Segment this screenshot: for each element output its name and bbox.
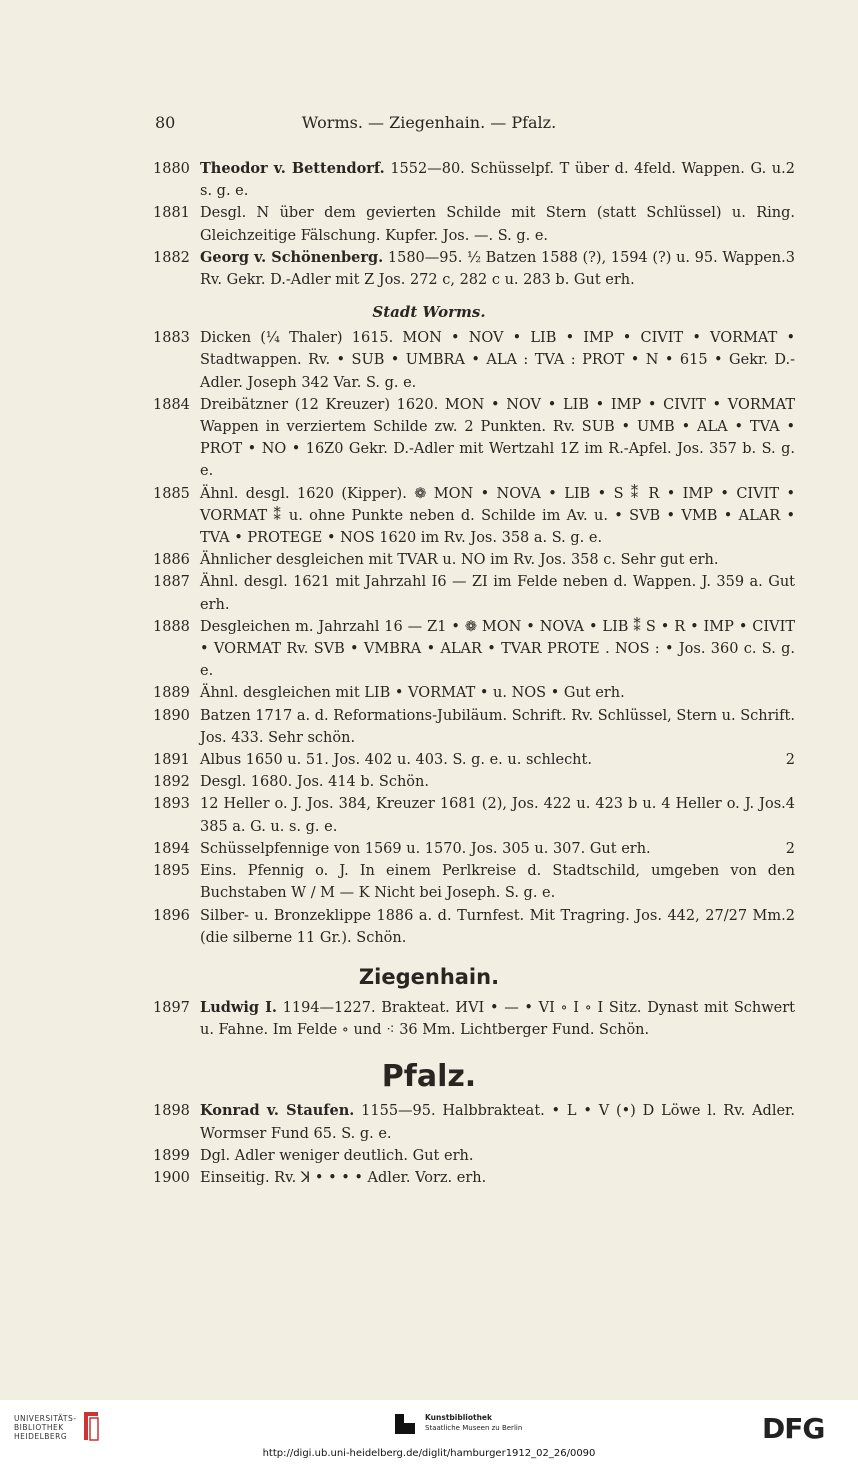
- entry-number: 1880: [153, 161, 190, 177]
- page-number: 80: [155, 113, 176, 132]
- entry-description: [200, 616, 795, 683]
- entry-text: 1194—1227. Brakteat. ИVI • — • VI ∘ I ∘ I Sitz. Dynast mit Schwert u. Fahne. Im Felde ∘ und ⁖ 36 Mm. Lichtberger Fund. Schön.: [200, 999, 796, 1039]
- entry-text: 1552—80. Schüsselpf. T über d. 4feld. Wappen. G. u. s. g. e.: [200, 161, 786, 200]
- catalog-entry: [0, 1145, 858, 1167]
- entry-text: Eins. Pfennig o. J. In einem Perlkreise d. Stadtschild, umgeben von den Buchstaben W / M — K Nicht bei Joseph. S. g. e.: [200, 863, 795, 902]
- entry-number: 1886: [153, 552, 190, 569]
- entry-text: Dicken (¼ Thaler) 1615. MON • NOV • LIB • IMP • CIVIT • VORMAT • Stadtwappen. Rv. • SUB • UMBRA • ALA : TVA : PROT • N • 615 • Gekr. D.-Adler. Joseph 342 Var. S. g. e.: [200, 330, 795, 391]
- entry-description: [200, 771, 795, 793]
- entry-number: 1882: [153, 249, 190, 266]
- catalog-entry: [0, 997, 858, 1041]
- entry-text: Ähnl. desgl. 1620 (Kipper). ❁ MON • NOVA • LIB • S ⁑ R • IMP • CIVIT • VORMAT ⁑ u. ohne Punkte neben d. Schilde im Av. u. • SVB • VMB • ALAR • TVA • PROTEGE • NOS 1620 im Rv. Jos. 358 a. S. g. e.: [200, 485, 795, 547]
- catalog-entry: [0, 1100, 858, 1144]
- catalog-entry: [0, 860, 858, 904]
- entry-ruler-name: Theodor v. Bettendorf.: [200, 160, 385, 177]
- entries-pfalz: [0, 1100, 858, 1189]
- entry-number: 1896: [153, 907, 190, 924]
- catalog-entry: [0, 793, 858, 837]
- entry-description: [200, 705, 795, 749]
- entry-price: 3: [785, 249, 795, 266]
- catalog-entry: [0, 394, 858, 483]
- entry-description: [200, 571, 795, 615]
- entry-description: [200, 838, 795, 860]
- entry-number: 1889: [153, 685, 190, 702]
- catalog-entry: [0, 705, 858, 749]
- catalog-entry: [0, 749, 858, 771]
- entry-number: 1884: [153, 396, 190, 413]
- entry-description: [200, 394, 795, 483]
- university-library-name: UNIVERSITÄTS- BIBLIOTHEK HEIDELBERG: [14, 1414, 77, 1441]
- entry-text: Silber- u. Bronzeklippe 1886 a. d. Turnfest. Mit Tragring. Jos. 442, 27/27 Mm. (die silberne 11 Gr.). Schön.: [200, 907, 786, 946]
- entry-number: 1881: [153, 205, 190, 222]
- entry-ruler-name: Ludwig I.: [200, 998, 277, 1016]
- entry-price: 2: [785, 752, 795, 769]
- entry-number: 1897: [153, 999, 190, 1016]
- entry-description: [200, 793, 795, 837]
- subheading-stadt-worms: Stadt Worms.: [372, 303, 486, 322]
- entry-description: [200, 682, 795, 704]
- entry-text: 12 Heller o. J. Jos. 384, Kreuzer 1681 (2), Jos. 422 u. 423 b u. 4 Heller o. J. Jos. 385 a. G. u. s. g. e.: [200, 796, 786, 835]
- entry-number: 1898: [153, 1103, 190, 1120]
- running-title: Worms. — Ziegenhain. — Pfalz.: [301, 113, 557, 132]
- section-heading-ziegenhain: Ziegenhain.: [358, 964, 500, 989]
- page-header: [0, 113, 858, 137]
- entry-text: Batzen 1717 a. d. Reformations-Jubiläum. Schrift. Rv. Schlüssel, Stern u. Schrift. Jos. 433. Sehr schön.: [200, 707, 795, 746]
- entry-price: 2: [785, 907, 795, 924]
- catalog-entry: [0, 158, 858, 202]
- entry-description: [200, 1145, 795, 1167]
- entry-number: 1893: [153, 796, 190, 813]
- entry-text: Dgl. Adler weniger deutlich. Gut erh.: [200, 1147, 474, 1164]
- kunstbibliothek-title: Kunstbibliothek: [425, 1413, 493, 1422]
- entry-text: Albus 1650 u. 51. Jos. 402 u. 403. S. g. e. u. schlecht.: [200, 752, 592, 769]
- entry-number: 1888: [153, 618, 190, 635]
- catalog-entry: [0, 549, 858, 571]
- entry-number: 1895: [153, 863, 190, 880]
- entry-text: Desgl. N über dem gevierten Schilde mit Stern (statt Schlüssel) u. Ring. Gleichzeitige Fälschung. Kupfer. Jos. —. S. g. e.: [200, 205, 795, 244]
- entry-text: 1155—95. Halbbrakteat. • L • V (•) D Löwe l. Rv. Adler. Wormser Fund 65. S. g. e.: [200, 1103, 796, 1142]
- kunstbibliothek-subtitle: Staatliche Museen zu Berlin: [425, 1424, 523, 1432]
- entry-text: Ähnl. desgl. 1621 mit Jahrzahl I6 — ZI im Felde neben d. Wappen. J. 359 a. Gut erh.: [200, 574, 795, 613]
- entry-text: 1580—95. ½ Batzen 1588 (?), 1594 (?) u. 95. Wappen. Rv. Gekr. D.-Adler mit Z Jos. 272 c, 282 c u. 283 b. Gut erh.: [200, 249, 786, 289]
- entries-ziegenhain: [0, 997, 858, 1041]
- catalog-entry: [0, 202, 858, 246]
- entry-description: [200, 997, 795, 1041]
- kunstbibliothek-label: [425, 1413, 522, 1433]
- catalog-entry: [0, 483, 858, 550]
- catalog-entry: [0, 838, 858, 860]
- catalog-entry: [0, 571, 858, 615]
- catalog-content: [0, 158, 858, 1189]
- entry-description: [200, 549, 795, 571]
- entries-bettendorf-schoenenberg: [0, 158, 858, 291]
- entry-number: 1887: [153, 574, 190, 591]
- entry-text: Ähnlicher desgleichen mit TVAR u. NO im Rv. Jos. 358 c. Sehr gut erh.: [200, 552, 719, 569]
- catalog-entry: [0, 771, 858, 793]
- entry-description: [200, 483, 795, 550]
- entries-stadt-worms: [0, 327, 858, 949]
- entry-description: [200, 327, 795, 394]
- entry-text: Einseitig. Rv. ꓘ • • • • Adler. Vorz. erh.: [200, 1169, 487, 1186]
- entry-description: [200, 905, 795, 949]
- entry-description: [200, 1167, 795, 1189]
- kunstbibliothek-logo-icon: [395, 1414, 415, 1434]
- entry-number: 1891: [153, 752, 190, 769]
- section-heading-pfalz: Pfalz.: [381, 1059, 477, 1095]
- entry-ruler-name: Konrad v. Staufen.: [200, 1102, 355, 1120]
- entry-description: [200, 158, 795, 202]
- entry-description: [200, 1100, 795, 1144]
- catalog-entry: [0, 327, 858, 394]
- catalog-entry: [0, 247, 858, 291]
- entry-number: 1883: [153, 330, 190, 347]
- entry-ruler-name: Georg v. Schönenberg.: [200, 248, 384, 266]
- entry-text: Schüsselpfennige von 1569 u. 1570. Jos. 305 u. 307. Gut erh.: [200, 840, 651, 857]
- entry-text: Ähnl. desgleichen mit LIB • VORMAT • u. NOS • Gut erh.: [200, 685, 625, 702]
- entry-number: 1885: [153, 485, 190, 502]
- entry-number: 1892: [153, 774, 190, 791]
- entry-number: 1900: [153, 1169, 190, 1186]
- digitization-footer: [0, 1400, 858, 1464]
- entry-price: 2: [785, 161, 795, 177]
- catalog-entry: [0, 905, 858, 949]
- permalink-url[interactable]: http://digi.ub.uni-heidelberg.de/diglit/hamburger1912_02_26/0090: [262, 1448, 596, 1459]
- entry-text: Desgleichen m. Jahrzahl 16 — Z1 • ❁ MON • NOVA • LIB ⁑ S • R • IMP • CIVIT • VORMAT Rv. SVB • VMBRA • ALAR • TVAR PROTE . NOS : • Jos. 360 c. S. g. e.: [200, 618, 795, 680]
- catalog-entry: [0, 616, 858, 683]
- entry-number: 1894: [153, 840, 190, 857]
- entry-description: [200, 860, 795, 904]
- catalog-entry: [0, 1167, 858, 1189]
- entry-text: Dreibätzner (12 Kreuzer) 1620. MON • NOV • LIB • IMP • CIVIT • VORMAT Wappen in verziertem Schilde zw. 2 Punkten. Rv. SUB • UMB • ALA • TVA • PROT • NO • 16Z0 Gekr. D.-Adler mit Wertzahl 1Z im R.-Apfel. Jos. 357 b. S. g. e.: [200, 396, 795, 480]
- entry-text: Desgl. 1680. Jos. 414 b. Schön.: [200, 774, 429, 791]
- dfg-logo: DFG: [762, 1412, 825, 1445]
- catalog-entry: [0, 682, 858, 704]
- entry-description: [200, 202, 795, 246]
- entry-number: 1899: [153, 1147, 190, 1164]
- university-logo-icon: [80, 1410, 102, 1442]
- entry-description: [200, 749, 795, 771]
- entry-number: 1890: [153, 707, 190, 724]
- entry-price: 4: [785, 796, 795, 813]
- entry-description: [200, 247, 795, 291]
- entry-price: 2: [785, 840, 795, 857]
